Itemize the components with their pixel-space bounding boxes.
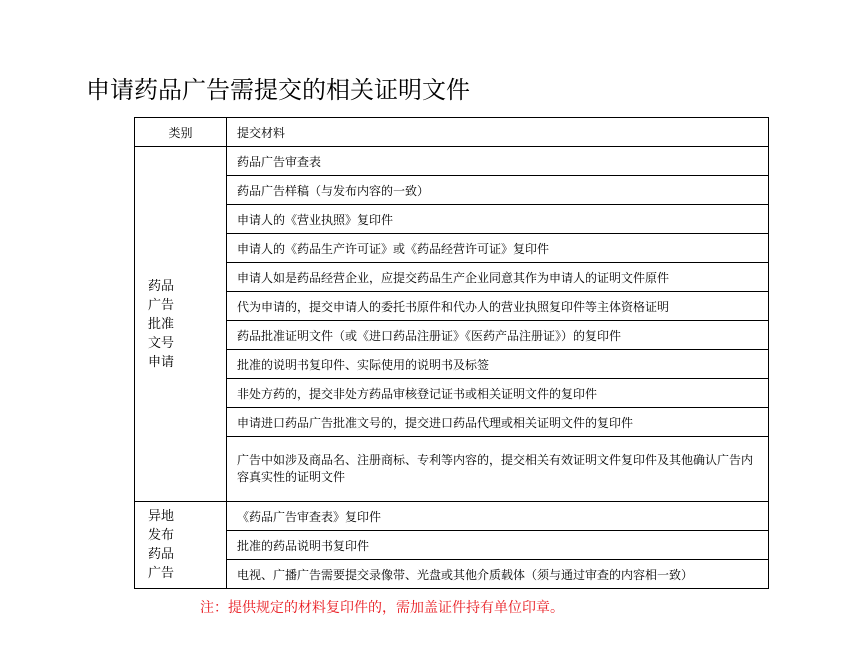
table-row	[135, 408, 769, 437]
header-materials: 提交材料	[227, 118, 769, 147]
material-item: 申请人的《药品生产许可证》或《药品经营许可证》复印件	[227, 234, 769, 263]
table-row	[135, 531, 769, 560]
material-item: 《药品广告审查表》复印件	[227, 502, 769, 531]
material-item: 药品广告样稿（与发布内容的一致）	[227, 176, 769, 205]
table-row	[135, 350, 769, 379]
table-row	[135, 147, 769, 176]
material-item: 批准的药品说明书复印件	[227, 531, 769, 560]
material-item: 药品批准证明文件（或《进口药品注册证》《医药产品注册证》）的复印件	[227, 321, 769, 350]
category-line: 广告	[148, 297, 175, 313]
material-item: 批准的说明书复印件、实际使用的说明书及标签	[227, 350, 769, 379]
material-item: 广告中如涉及商品名、注册商标、专利等内容的，提交相关有效证明文件复印件及其他确认广告内容真实性的证明文件	[227, 437, 769, 502]
table-row	[135, 205, 769, 234]
header-category: 类别	[135, 118, 227, 147]
category-line: 广告	[148, 566, 175, 581]
category-line: 药品	[148, 547, 175, 562]
table-row	[135, 321, 769, 350]
table-row	[135, 176, 769, 205]
category-cell-remote	[135, 502, 227, 589]
category-cell-approval	[135, 147, 227, 502]
material-item: 申请人的《营业执照》复印件	[227, 205, 769, 234]
table-row	[135, 379, 769, 408]
material-item: 代为申请的，提交申请人的委托书原件和代办人的营业执照复印件等主体资格证明	[227, 292, 769, 321]
page-title: 申请药品广告需提交的相关证明文件	[86, 76, 470, 104]
table-row	[135, 292, 769, 321]
requirements-table	[134, 117, 769, 589]
table-header-row	[135, 118, 769, 147]
material-item: 申请进口药品广告批准文号的，提交进口药品代理或相关证明文件的复印件	[227, 408, 769, 437]
footnote: 注：提供规定的材料复印件的，需加盖证件持有单位印章。	[200, 600, 564, 616]
category-line: 文号	[148, 335, 175, 351]
table-row	[135, 560, 769, 589]
table-row	[135, 502, 769, 531]
category-line: 批准	[148, 316, 175, 332]
table-row	[135, 263, 769, 292]
material-item: 电视、广播广告需要提交录像带、光盘或其他介质载体（须与通过审查的内容相一致）	[227, 560, 769, 589]
material-item: 药品广告审查表	[227, 147, 769, 176]
table-row	[135, 234, 769, 263]
material-item: 申请人如是药品经营企业，应提交药品生产企业同意其作为申请人的证明文件原件	[227, 263, 769, 292]
category-line: 申请	[148, 354, 175, 370]
category-line: 发布	[148, 528, 175, 543]
material-item: 非处方药的，提交非处方药品审核登记证书或相关证明文件的复印件	[227, 379, 769, 408]
category-line: 药品	[148, 278, 175, 294]
table-row	[135, 437, 769, 502]
category-line: 异地	[148, 509, 175, 524]
